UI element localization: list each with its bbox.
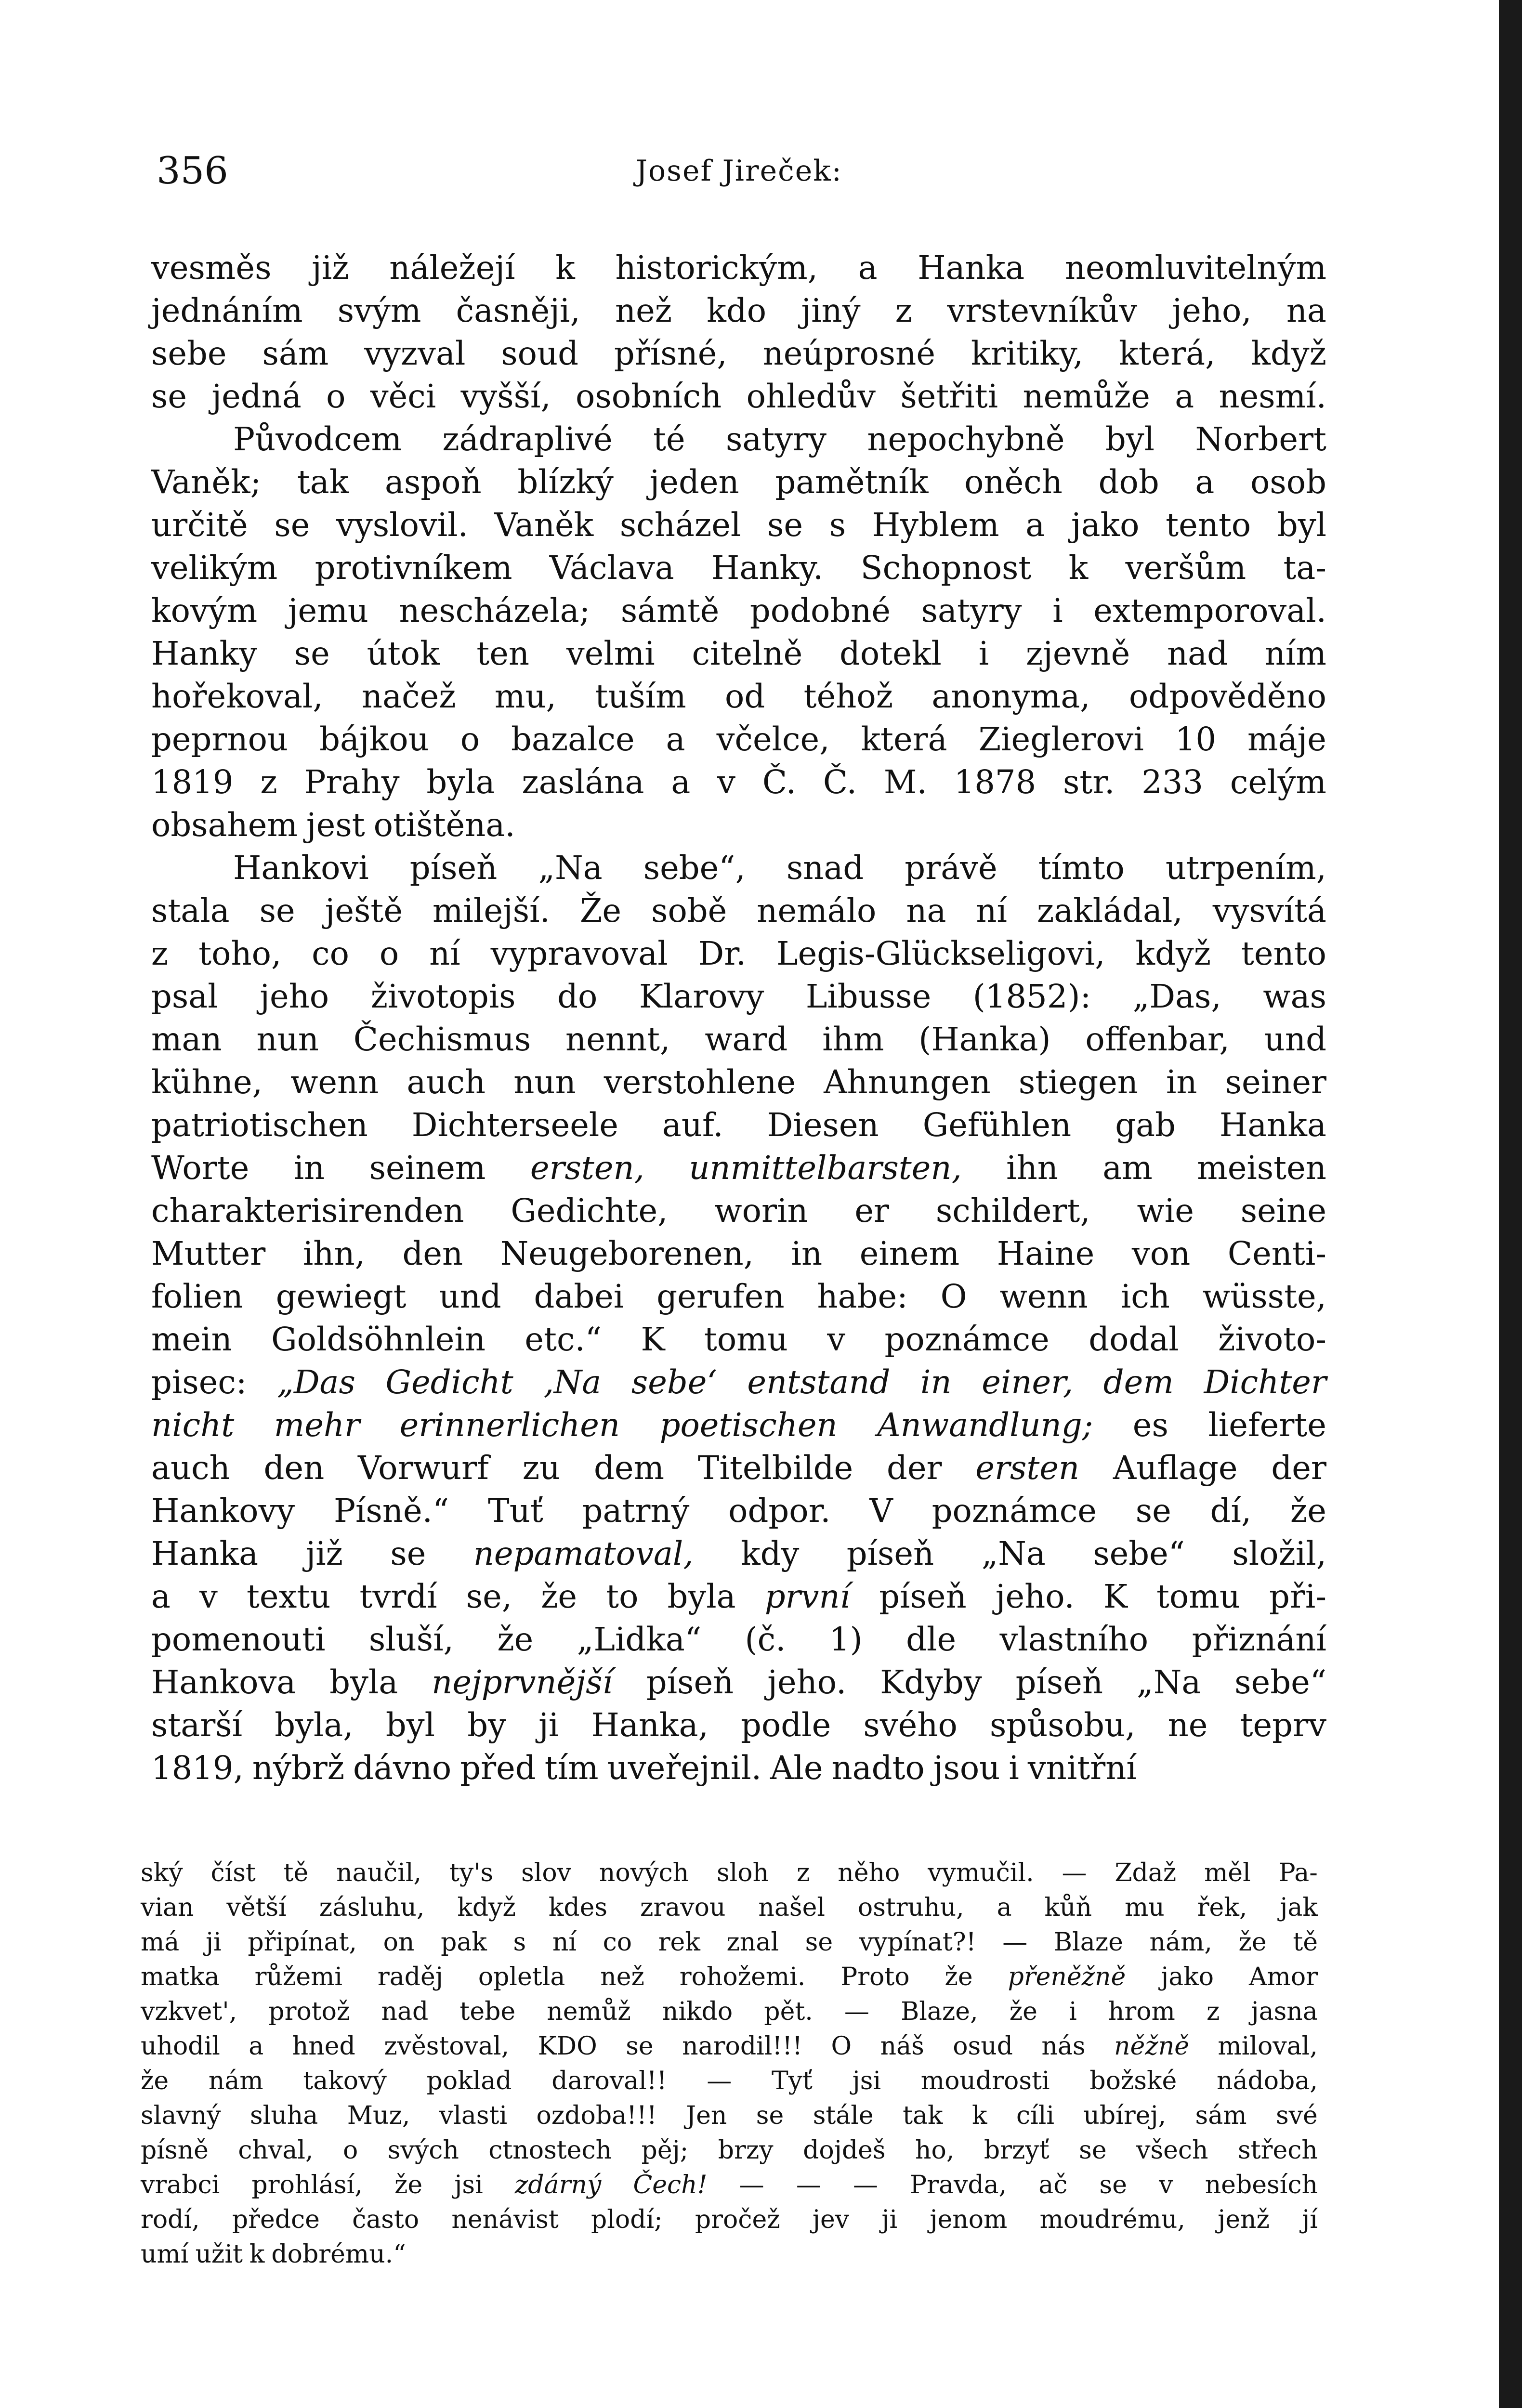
page-edge-shadow	[1499, 0, 1522, 2408]
text-line: Hankova byla nejprvnější píseň jeho. Kdyby píseň „Na sebe“	[151, 1663, 1326, 1701]
text-line: Hanky se útok ten velmi citelně dotekl i zjevně nad ním	[151, 635, 1326, 672]
text-line: peprnou bájkou o bazalce a včelce, která Zieglerovi 10 máje	[151, 720, 1326, 758]
text-line: velikým protivníkem Václava Hanky. Schopnost k veršům ta-	[151, 549, 1326, 587]
text-line: vesměs již náležejí k historickým, a Hanka neomluvitelným	[151, 249, 1326, 287]
page-number: 356	[157, 149, 228, 193]
text-line: man nun Čechismus nennt, ward ihm (Hanka) offenbar, und	[151, 1021, 1326, 1058]
text-line: kovým jemu nescházela; sámtě podobné satyry i extemporoval.	[151, 592, 1326, 629]
text-line: 1819, nýbrž dávno před tím uveřejnil. Ale nadto jsou i vnitřní	[151, 1749, 1137, 1787]
text-line: pisec: „Das Gedicht ‚Na sebe‘ entstand in einer, dem Dichter	[151, 1363, 1326, 1401]
text-line: psal jeho životopis do Klarovy Libusse (1852): „Das, was	[151, 978, 1326, 1015]
main-text	[151, 247, 1326, 1790]
text-line: starší byla, byl by ji Hanka, podle svého spůsobu, ne teprv	[151, 1706, 1326, 1744]
text-line: Worte in seinem ersten, unmittelbarsten, ihn am meisten	[151, 1149, 1326, 1187]
text-line: obsahem jest otištěna.	[151, 806, 515, 844]
footnote-line: vrabci prohlásí, že jsi zdárný Čech! — — — Pravda, ač se v nebesích	[141, 2171, 1318, 2199]
text-line: Hankovy Písně.“ Tuť patrný odpor. V poznámce se dí, že	[151, 1492, 1326, 1530]
text-line: a v textu tvrdí se, že to byla první píseň jeho. K tomu při-	[151, 1578, 1326, 1615]
footnote-line: ský číst tě naučil, ty's slov nových sloh z něho vymučil. — Zdaž měl Pa-	[141, 1858, 1318, 1887]
text-line: folien gewiegt und dabei gerufen habe: O wenn ich wüsste,	[151, 1278, 1326, 1315]
text-line: kühne, wenn auch nun verstohlene Ahnungen stiegen in seiner	[151, 1063, 1326, 1101]
page-header	[154, 144, 1387, 202]
running-head: Josef Jireček:	[636, 154, 842, 188]
text-line: charakterisirenden Gedichte, worin er schildert, wie seine	[151, 1192, 1326, 1230]
text-line: patriotischen Dichterseele auf. Diesen Gefühlen gab Hanka	[151, 1106, 1326, 1144]
text-line: stala se ještě milejší. Že sobě nemálo na ní zakládal, vysvítá	[151, 892, 1326, 929]
text-line: Hankovi píseň „Na sebe“, snad právě tímto utrpením,	[233, 849, 1326, 887]
footnote-line: uhodil a hned zvěstoval, KDO se narodil!!! O náš osud nás něžně miloval,	[141, 2032, 1318, 2061]
footnote-line: písně chval, o svých ctnostech pěj; brzy dojdeš ho, brzyť se všech střech	[141, 2136, 1318, 2165]
text-line: auch den Vorwurf zu dem Titelbilde der ersten Auflage der	[151, 1449, 1326, 1487]
footnote-line: slavný sluha Muz, vlasti ozdoba!!! Jen se stále tak k cíli ubírej, sám své	[141, 2101, 1318, 2130]
text-line: Mutter ihn, den Neugeborenen, in einem Haine von Centi-	[151, 1235, 1326, 1272]
footnote-line: má ji připínat, on pak s ní co rek znal se vypínat?! — Blaze nám, že tě	[141, 1928, 1318, 1957]
footnote-line: vian větší zásluhu, když kdes zravou našel ostruhu, a kůň mu řek, jak	[141, 1893, 1318, 1922]
text-line: z toho, co o ní vypravoval Dr. Legis-Glückseligovi, když tento	[151, 935, 1326, 972]
text-line: Vaněk; tak aspoň blízký jeden pamětník oněch dob a osob	[151, 463, 1326, 501]
text-line: pomenouti sluší, že „Lidka“ (č. 1) dle vlastního přiznání	[151, 1621, 1326, 1658]
text-line: Původcem zádraplivé té satyry nepochybně byl Norbert	[233, 420, 1326, 458]
text-line: 1819 z Prahy byla zaslána a v Č. Č. M. 1878 str. 233 celým	[151, 763, 1326, 801]
footnote-line: umí užit k dobrému.“	[141, 2240, 406, 2269]
text-line: určitě se vyslovil. Vaněk scházel se s Hyblem a jako tento byl	[151, 506, 1326, 544]
text-line: sebe sám vyzval soud přísné, neúprosné kritiky, která, když	[151, 335, 1326, 372]
text-line: se jedná o věci vyšší, osobních ohledův šetřiti nemůže a nesmí.	[151, 378, 1326, 415]
footnote-line: vzkvet', protož nad tebe nemůž nikdo pět. — Blaze, že i hrom z jasna	[141, 1997, 1318, 2026]
footnote-line: rodí, předce často nenávist plodí; pročež jev ji jenom moudrému, jenž jí	[141, 2205, 1318, 2234]
text-line: Hanka již se nepamatoval, kdy píseň „Na sebe“ složil,	[151, 1535, 1326, 1572]
footnote-block	[141, 1856, 1318, 2272]
text-line: mein Goldsöhnlein etc.“ K tomu v poznámce dodal životo-	[151, 1321, 1326, 1358]
text-line: jednáním svým časněji, než kdo jiný z vrstevníkův jeho, na	[151, 292, 1326, 329]
footnote-line: matka růžemi raděj opletla než rohožemi. Proto že přeněžně jako Amor	[141, 1963, 1318, 1991]
text-line: nicht mehr erinnerlichen poetischen Anwandlung; es lieferte	[151, 1406, 1326, 1444]
footnote-line: že nám takový poklad daroval!! — Tyť jsi moudrosti božské nádoba,	[141, 2067, 1318, 2095]
text-line: hořekoval, načež mu, tuším od téhož anonyma, odpověděno	[151, 678, 1326, 715]
